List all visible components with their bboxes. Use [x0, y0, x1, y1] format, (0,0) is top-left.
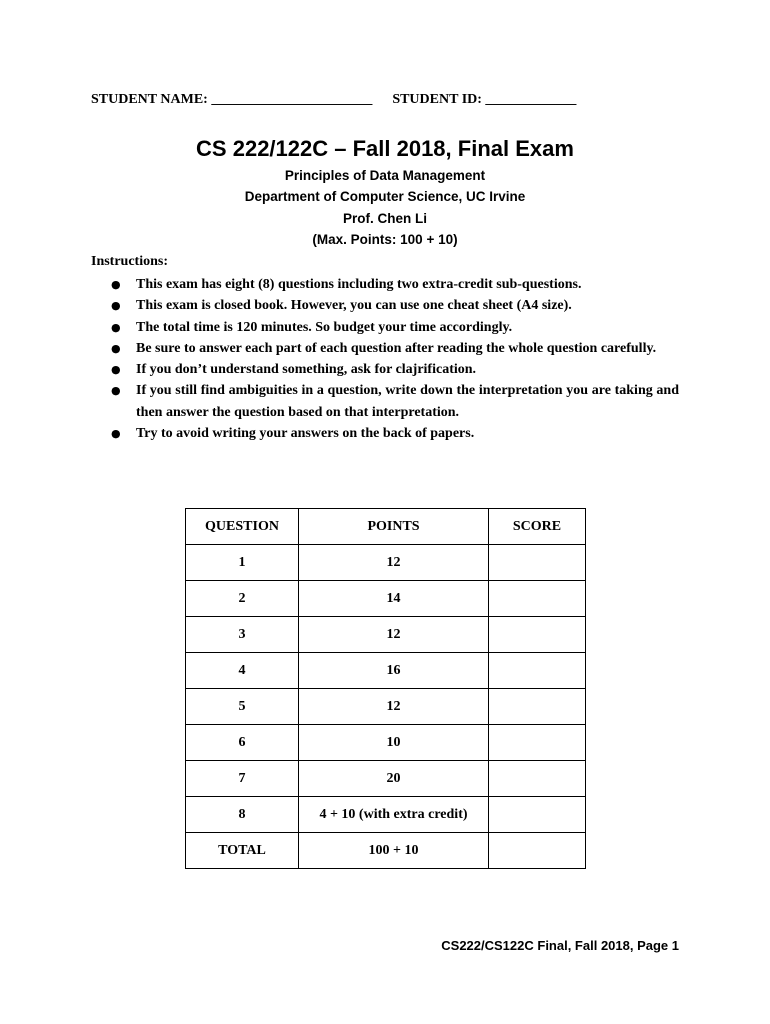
question-number-cell: 2: [186, 581, 299, 617]
student-name-field: STUDENT NAME: _______________________: [91, 92, 373, 107]
instructions-list: [91, 274, 679, 444]
points-cell: 10: [299, 725, 489, 761]
question-number-cell: 1: [186, 545, 299, 581]
points-cell: 12: [299, 617, 489, 653]
table-total-row: [186, 833, 586, 869]
question-number-cell: 5: [186, 689, 299, 725]
table-row: [186, 797, 586, 833]
points-cell: 14: [299, 581, 489, 617]
column-header-points: POINTS: [299, 509, 489, 545]
bullet-icon: ●: [111, 363, 121, 377]
points-cell: 20: [299, 761, 489, 797]
score-cell[interactable]: [489, 617, 586, 653]
points-cell: 4 + 10 (with extra credit): [299, 797, 489, 833]
exam-title: CS 222/122C – Fall 2018, Final Exam: [196, 136, 574, 161]
table-row: [186, 653, 586, 689]
table-row: [186, 761, 586, 797]
score-cell[interactable]: [489, 689, 586, 725]
instruction-item: ● This exam has eight (8) questions including two extra-credit sub-questions.: [91, 274, 679, 295]
page-footer: CS222/CS122C Final, Fall 2018, Page 1: [441, 938, 679, 953]
instruction-item: ● This exam is closed book. However, you can use one cheat sheet (A4 size).: [91, 295, 679, 316]
instruction-item: ● Be sure to answer each part of each question after reading the whole question carefully.: [91, 338, 679, 359]
score-cell[interactable]: [489, 653, 586, 689]
table-row: [186, 617, 586, 653]
question-number-cell: 8: [186, 797, 299, 833]
column-header-question: QUESTION: [186, 509, 299, 545]
bullet-icon: ●: [111, 278, 121, 291]
bullet-icon: ●: [111, 299, 121, 313]
total-score-cell[interactable]: [489, 833, 586, 869]
student-id-field: STUDENT ID: _____________: [392, 92, 577, 107]
score-cell[interactable]: [489, 797, 586, 833]
table-row: [186, 581, 586, 617]
table-row: [186, 545, 586, 581]
instruction-item: ● If you still find ambiguities in a question, write down the interpretation you are taking and then answer the question based on that interpretation.: [91, 380, 679, 423]
score-table: [185, 508, 586, 869]
score-cell[interactable]: [489, 761, 586, 797]
max-points: (Max. Points: 100 + 10): [312, 232, 458, 247]
instruction-item: ● Try to avoid writing your answers on the back of papers.: [91, 423, 679, 444]
points-cell: 16: [299, 653, 489, 689]
department-name: Department of Computer Science, UC Irvine: [244, 189, 526, 204]
score-cell[interactable]: [489, 581, 586, 617]
score-cell[interactable]: [489, 545, 586, 581]
total-label-cell: TOTAL: [186, 833, 299, 869]
points-cell: 12: [299, 689, 489, 725]
table-header-row: [186, 509, 586, 545]
bullet-icon: ●: [111, 427, 121, 441]
question-number-cell: 4: [186, 653, 299, 689]
bullet-icon: ●: [111, 320, 121, 334]
bullet-icon: ●: [111, 384, 121, 398]
question-number-cell: 3: [186, 617, 299, 653]
course-name: Principles of Data Management: [284, 168, 486, 183]
question-number-cell: 7: [186, 761, 299, 797]
points-cell: 12: [299, 545, 489, 581]
professor-name: Prof. Chen Li: [343, 211, 427, 226]
bullet-icon: ●: [111, 341, 121, 355]
column-header-score: SCORE: [489, 509, 586, 545]
question-number-cell: 6: [186, 725, 299, 761]
instruction-item: ● The total time is 120 minutes. So budget your time accordingly.: [91, 317, 679, 338]
table-row: [186, 689, 586, 725]
instructions-heading: Instructions:: [91, 254, 169, 269]
instruction-item: ● If you don’t understand something, ask for clajrification.: [91, 359, 679, 380]
score-cell[interactable]: [489, 725, 586, 761]
total-points-cell: 100 + 10: [299, 833, 489, 869]
student-info-line: [91, 92, 691, 108]
table-row: [186, 725, 586, 761]
